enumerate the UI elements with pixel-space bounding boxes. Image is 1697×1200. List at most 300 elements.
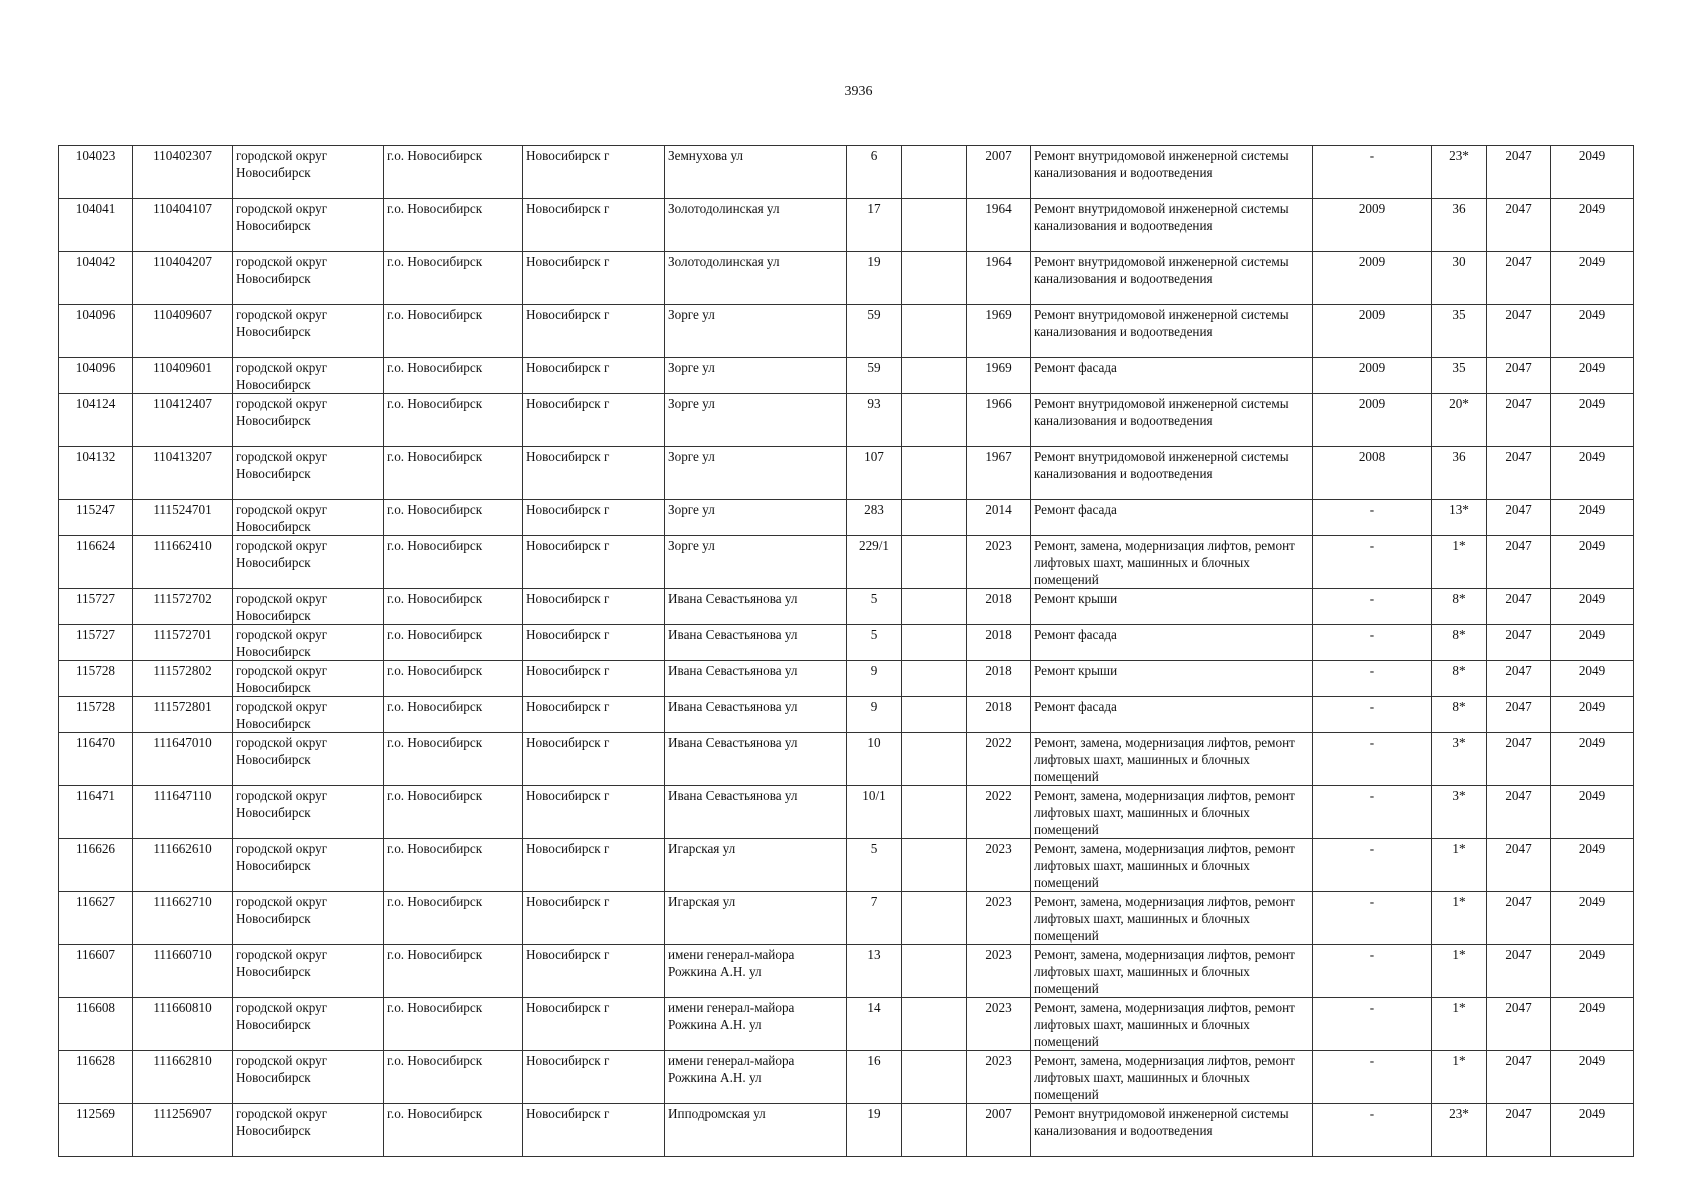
cell-building: [902, 733, 967, 786]
cell-last-repair: -: [1313, 786, 1432, 839]
cell-district: г.о. Новосибирск: [384, 892, 523, 945]
cell-year-built: 2014: [967, 500, 1031, 536]
cell-plan-start: 2047: [1487, 998, 1551, 1051]
cell-work-type: Ремонт фасада: [1031, 697, 1313, 733]
cell-wear: 3*: [1432, 733, 1487, 786]
cell-house: 283: [847, 500, 902, 536]
cell-wear: 8*: [1432, 625, 1487, 661]
cell-last-repair: 2009: [1313, 252, 1432, 305]
cell-settlement: Новосибирск г: [523, 661, 665, 697]
cell-record-id: 104096: [59, 305, 133, 358]
cell-house: 229/1: [847, 536, 902, 589]
cell-plan-start: 2047: [1487, 536, 1551, 589]
cell-wear: 1*: [1432, 1051, 1487, 1104]
cell-record-id: 116608: [59, 998, 133, 1051]
cell-record-id: 115728: [59, 661, 133, 697]
cell-street: Зорге ул: [665, 536, 847, 589]
cell-last-repair: -: [1313, 1104, 1432, 1157]
cell-last-repair: -: [1313, 625, 1432, 661]
cell-settlement: Новосибирск г: [523, 146, 665, 199]
cell-last-repair: 2009: [1313, 305, 1432, 358]
cell-plan-start: 2047: [1487, 625, 1551, 661]
cell-street: Ивана Севастьянова ул: [665, 786, 847, 839]
cell-house: 5: [847, 839, 902, 892]
cell-building: [902, 839, 967, 892]
cell-settlement: Новосибирск г: [523, 625, 665, 661]
cell-record-id: 104096: [59, 358, 133, 394]
cell-plan-start: 2047: [1487, 1104, 1551, 1157]
cell-last-repair: -: [1313, 945, 1432, 998]
cell-district: г.о. Новосибирск: [384, 146, 523, 199]
cell-year-built: 1964: [967, 252, 1031, 305]
cell-building: [902, 892, 967, 945]
cell-municipality: городской округ Новосибирск: [233, 146, 384, 199]
cell-object-code: 111572801: [133, 697, 233, 733]
cell-house: 9: [847, 697, 902, 733]
cell-object-code: 111647010: [133, 733, 233, 786]
cell-record-id: 116471: [59, 786, 133, 839]
cell-street: имени генерал-майора Рожкина А.Н. ул: [665, 945, 847, 998]
cell-year-built: 2023: [967, 839, 1031, 892]
cell-plan-start: 2047: [1487, 697, 1551, 733]
cell-municipality: городской округ Новосибирск: [233, 733, 384, 786]
cell-work-type: Ремонт крыши: [1031, 589, 1313, 625]
cell-settlement: Новосибирск г: [523, 697, 665, 733]
cell-plan-end: 2049: [1551, 1051, 1634, 1104]
cell-municipality: городской округ Новосибирск: [233, 305, 384, 358]
table-row: [59, 697, 1634, 733]
cell-work-type: Ремонт, замена, модернизация лифтов, ремонт лифтовых шахт, машинных и блочных помещений: [1031, 786, 1313, 839]
cell-municipality: городской округ Новосибирск: [233, 839, 384, 892]
cell-municipality: городской округ Новосибирск: [233, 536, 384, 589]
cell-work-type: Ремонт, замена, модернизация лифтов, ремонт лифтовых шахт, машинных и блочных помещений: [1031, 536, 1313, 589]
cell-plan-end: 2049: [1551, 945, 1634, 998]
cell-building: [902, 358, 967, 394]
cell-settlement: Новосибирск г: [523, 394, 665, 447]
cell-plan-end: 2049: [1551, 697, 1634, 733]
cell-plan-end: 2049: [1551, 146, 1634, 199]
cell-plan-start: 2047: [1487, 786, 1551, 839]
cell-district: г.о. Новосибирск: [384, 945, 523, 998]
cell-plan-end: 2049: [1551, 252, 1634, 305]
cell-district: г.о. Новосибирск: [384, 786, 523, 839]
cell-last-repair: -: [1313, 733, 1432, 786]
cell-object-code: 111572802: [133, 661, 233, 697]
cell-building: [902, 305, 967, 358]
cell-street: Ипподромская ул: [665, 1104, 847, 1157]
cell-district: г.о. Новосибирск: [384, 199, 523, 252]
cell-district: г.о. Новосибирск: [384, 1051, 523, 1104]
cell-plan-end: 2049: [1551, 589, 1634, 625]
cell-street: имени генерал-майора Рожкина А.Н. ул: [665, 1051, 847, 1104]
table-row: [59, 1104, 1634, 1157]
cell-object-code: 111662410: [133, 536, 233, 589]
cell-house: 19: [847, 252, 902, 305]
cell-year-built: 1969: [967, 358, 1031, 394]
cell-street: Золотодолинская ул: [665, 199, 847, 252]
cell-plan-end: 2049: [1551, 447, 1634, 500]
cell-plan-start: 2047: [1487, 839, 1551, 892]
cell-house: 7: [847, 892, 902, 945]
cell-object-code: 111572702: [133, 589, 233, 625]
cell-house: 10: [847, 733, 902, 786]
cell-street: Земнухова ул: [665, 146, 847, 199]
cell-wear: 36: [1432, 199, 1487, 252]
cell-municipality: городской округ Новосибирск: [233, 358, 384, 394]
cell-building: [902, 998, 967, 1051]
cell-building: [902, 945, 967, 998]
cell-street: Ивана Севастьянова ул: [665, 697, 847, 733]
cell-building: [902, 661, 967, 697]
cell-plan-end: 2049: [1551, 536, 1634, 589]
cell-district: г.о. Новосибирск: [384, 625, 523, 661]
cell-municipality: городской округ Новосибирск: [233, 998, 384, 1051]
cell-settlement: Новосибирск г: [523, 305, 665, 358]
cell-record-id: 115728: [59, 697, 133, 733]
table-row: [59, 146, 1634, 199]
cell-work-type: Ремонт фасада: [1031, 358, 1313, 394]
cell-plan-start: 2047: [1487, 447, 1551, 500]
cell-object-code: 111256907: [133, 1104, 233, 1157]
cell-district: г.о. Новосибирск: [384, 697, 523, 733]
cell-year-built: 2023: [967, 945, 1031, 998]
cell-object-code: 111572701: [133, 625, 233, 661]
cell-street: Зорге ул: [665, 305, 847, 358]
cell-last-repair: -: [1313, 839, 1432, 892]
cell-year-built: 2018: [967, 589, 1031, 625]
cell-house: 93: [847, 394, 902, 447]
cell-last-repair: 2009: [1313, 394, 1432, 447]
cell-last-repair: 2009: [1313, 199, 1432, 252]
cell-last-repair: -: [1313, 661, 1432, 697]
table-row: [59, 625, 1634, 661]
page-number: 3936: [844, 84, 873, 99]
cell-district: г.о. Новосибирск: [384, 733, 523, 786]
cell-wear: 1*: [1432, 892, 1487, 945]
cell-plan-start: 2047: [1487, 199, 1551, 252]
table-row: [59, 661, 1634, 697]
cell-plan-end: 2049: [1551, 786, 1634, 839]
cell-house: 19: [847, 1104, 902, 1157]
cell-wear: 13*: [1432, 500, 1487, 536]
cell-building: [902, 199, 967, 252]
cell-district: г.о. Новосибирск: [384, 447, 523, 500]
cell-plan-end: 2049: [1551, 1104, 1634, 1157]
cell-object-code: 110404107: [133, 199, 233, 252]
cell-year-built: 2023: [967, 536, 1031, 589]
cell-settlement: Новосибирск г: [523, 892, 665, 945]
cell-object-code: 111662710: [133, 892, 233, 945]
cell-work-type: Ремонт, замена, модернизация лифтов, ремонт лифтовых шахт, машинных и блочных помещений: [1031, 1051, 1313, 1104]
cell-district: г.о. Новосибирск: [384, 394, 523, 447]
cell-object-code: 110412407: [133, 394, 233, 447]
cell-record-id: 116626: [59, 839, 133, 892]
cell-work-type: Ремонт, замена, модернизация лифтов, ремонт лифтовых шахт, машинных и блочных помещений: [1031, 945, 1313, 998]
cell-year-built: 2023: [967, 1051, 1031, 1104]
cell-record-id: 104023: [59, 146, 133, 199]
cell-last-repair: -: [1313, 500, 1432, 536]
cell-building: [902, 589, 967, 625]
cell-building: [902, 252, 967, 305]
cell-record-id: 116628: [59, 1051, 133, 1104]
cell-settlement: Новосибирск г: [523, 447, 665, 500]
cell-street: имени генерал-майора Рожкина А.Н. ул: [665, 998, 847, 1051]
cell-last-repair: -: [1313, 697, 1432, 733]
cell-house: 14: [847, 998, 902, 1051]
cell-wear: 23*: [1432, 1104, 1487, 1157]
cell-plan-end: 2049: [1551, 839, 1634, 892]
cell-house: 5: [847, 589, 902, 625]
cell-plan-start: 2047: [1487, 661, 1551, 697]
cell-street: Ивана Севастьянова ул: [665, 733, 847, 786]
cell-last-repair: -: [1313, 998, 1432, 1051]
cell-wear: 1*: [1432, 945, 1487, 998]
cell-year-built: 2018: [967, 625, 1031, 661]
cell-settlement: Новосибирск г: [523, 1051, 665, 1104]
cell-district: г.о. Новосибирск: [384, 536, 523, 589]
cell-year-built: 2018: [967, 661, 1031, 697]
cell-work-type: Ремонт внутридомовой инженерной системы канализования и водоотведения: [1031, 146, 1313, 199]
cell-work-type: Ремонт фасада: [1031, 625, 1313, 661]
cell-last-repair: -: [1313, 892, 1432, 945]
cell-record-id: 116470: [59, 733, 133, 786]
cell-year-built: 2023: [967, 998, 1031, 1051]
cell-district: г.о. Новосибирск: [384, 589, 523, 625]
cell-wear: 36: [1432, 447, 1487, 500]
cell-plan-start: 2047: [1487, 358, 1551, 394]
cell-wear: 8*: [1432, 589, 1487, 625]
cell-house: 17: [847, 199, 902, 252]
cell-municipality: городской округ Новосибирск: [233, 945, 384, 998]
cell-plan-end: 2049: [1551, 500, 1634, 536]
cell-settlement: Новосибирск г: [523, 252, 665, 305]
cell-house: 107: [847, 447, 902, 500]
cell-house: 6: [847, 146, 902, 199]
cell-plan-start: 2047: [1487, 1051, 1551, 1104]
cell-wear: 1*: [1432, 839, 1487, 892]
cell-municipality: городской округ Новосибирск: [233, 500, 384, 536]
cell-settlement: Новосибирск г: [523, 500, 665, 536]
table-row: [59, 199, 1634, 252]
cell-object-code: 111524701: [133, 500, 233, 536]
cell-building: [902, 146, 967, 199]
cell-district: г.о. Новосибирск: [384, 358, 523, 394]
cell-municipality: городской округ Новосибирск: [233, 1104, 384, 1157]
cell-building: [902, 536, 967, 589]
cell-wear: 20*: [1432, 394, 1487, 447]
cell-wear: 35: [1432, 305, 1487, 358]
cell-district: г.о. Новосибирск: [384, 252, 523, 305]
cell-work-type: Ремонт внутридомовой инженерной системы канализования и водоотведения: [1031, 199, 1313, 252]
cell-work-type: Ремонт, замена, модернизация лифтов, ремонт лифтовых шахт, машинных и блочных помещений: [1031, 839, 1313, 892]
cell-district: г.о. Новосибирск: [384, 998, 523, 1051]
table-row: [59, 892, 1634, 945]
cell-plan-end: 2049: [1551, 199, 1634, 252]
cell-object-code: 110409601: [133, 358, 233, 394]
cell-last-repair: -: [1313, 589, 1432, 625]
cell-wear: 8*: [1432, 697, 1487, 733]
cell-municipality: городской округ Новосибирск: [233, 394, 384, 447]
cell-record-id: 115247: [59, 500, 133, 536]
cell-house: 59: [847, 358, 902, 394]
cell-year-built: 1967: [967, 447, 1031, 500]
cell-district: г.о. Новосибирск: [384, 500, 523, 536]
cell-last-repair: 2008: [1313, 447, 1432, 500]
cell-wear: 8*: [1432, 661, 1487, 697]
cell-work-type: Ремонт внутридомовой инженерной системы канализования и водоотведения: [1031, 1104, 1313, 1157]
register-body: [59, 146, 1634, 1157]
cell-municipality: городской округ Новосибирск: [233, 589, 384, 625]
cell-building: [902, 625, 967, 661]
cell-settlement: Новосибирск г: [523, 589, 665, 625]
cell-municipality: городской округ Новосибирск: [233, 786, 384, 839]
cell-building: [902, 447, 967, 500]
cell-work-type: Ремонт, замена, модернизация лифтов, ремонт лифтовых шахт, машинных и блочных помещений: [1031, 998, 1313, 1051]
table-row: [59, 252, 1634, 305]
cell-work-type: Ремонт внутридомовой инженерной системы канализования и водоотведения: [1031, 447, 1313, 500]
cell-settlement: Новосибирск г: [523, 839, 665, 892]
cell-record-id: 104042: [59, 252, 133, 305]
cell-building: [902, 786, 967, 839]
table-row: [59, 1051, 1634, 1104]
cell-year-built: 2022: [967, 786, 1031, 839]
cell-building: [902, 1051, 967, 1104]
cell-house: 16: [847, 1051, 902, 1104]
cell-building: [902, 394, 967, 447]
table-row: [59, 786, 1634, 839]
cell-building: [902, 500, 967, 536]
cell-street: Зорге ул: [665, 447, 847, 500]
cell-building: [902, 697, 967, 733]
cell-district: г.о. Новосибирск: [384, 839, 523, 892]
table-row: [59, 447, 1634, 500]
cell-year-built: 1969: [967, 305, 1031, 358]
cell-street: Игарская ул: [665, 839, 847, 892]
cell-plan-start: 2047: [1487, 945, 1551, 998]
cell-record-id: 115727: [59, 589, 133, 625]
cell-wear: 3*: [1432, 786, 1487, 839]
cell-wear: 23*: [1432, 146, 1487, 199]
cell-house: 13: [847, 945, 902, 998]
cell-wear: 30: [1432, 252, 1487, 305]
cell-work-type: Ремонт крыши: [1031, 661, 1313, 697]
cell-plan-end: 2049: [1551, 733, 1634, 786]
cell-record-id: 104041: [59, 199, 133, 252]
table-row: [59, 394, 1634, 447]
cell-plan-end: 2049: [1551, 625, 1634, 661]
cell-record-id: 116607: [59, 945, 133, 998]
cell-plan-start: 2047: [1487, 146, 1551, 199]
cell-municipality: городской округ Новосибирск: [233, 252, 384, 305]
cell-record-id: 112569: [59, 1104, 133, 1157]
table-row: [59, 536, 1634, 589]
cell-street: Золотодолинская ул: [665, 252, 847, 305]
cell-street: Зорге ул: [665, 394, 847, 447]
cell-last-repair: -: [1313, 146, 1432, 199]
cell-plan-start: 2047: [1487, 500, 1551, 536]
cell-year-built: 1964: [967, 199, 1031, 252]
cell-work-type: Ремонт фасада: [1031, 500, 1313, 536]
cell-district: г.о. Новосибирск: [384, 1104, 523, 1157]
cell-house: 5: [847, 625, 902, 661]
cell-year-built: 2007: [967, 146, 1031, 199]
cell-settlement: Новосибирск г: [523, 945, 665, 998]
cell-street: Зорге ул: [665, 500, 847, 536]
cell-street: Игарская ул: [665, 892, 847, 945]
cell-object-code: 111660710: [133, 945, 233, 998]
table-row: [59, 358, 1634, 394]
cell-record-id: 115727: [59, 625, 133, 661]
cell-record-id: 104124: [59, 394, 133, 447]
cell-municipality: городской округ Новосибирск: [233, 447, 384, 500]
table-row: [59, 839, 1634, 892]
cell-work-type: Ремонт, замена, модернизация лифтов, ремонт лифтовых шахт, машинных и блочных помещений: [1031, 892, 1313, 945]
cell-settlement: Новосибирск г: [523, 1104, 665, 1157]
table-row: [59, 500, 1634, 536]
cell-year-built: 2022: [967, 733, 1031, 786]
cell-plan-start: 2047: [1487, 394, 1551, 447]
cell-street: Ивана Севастьянова ул: [665, 661, 847, 697]
table-row: [59, 945, 1634, 998]
cell-last-repair: -: [1313, 536, 1432, 589]
cell-house: 9: [847, 661, 902, 697]
cell-municipality: городской округ Новосибирск: [233, 199, 384, 252]
table-row: [59, 305, 1634, 358]
cell-municipality: городской округ Новосибирск: [233, 892, 384, 945]
cell-wear: 1*: [1432, 536, 1487, 589]
cell-plan-start: 2047: [1487, 733, 1551, 786]
cell-street: Ивана Севастьянова ул: [665, 589, 847, 625]
cell-municipality: городской округ Новосибирск: [233, 661, 384, 697]
cell-municipality: городской округ Новосибирск: [233, 697, 384, 733]
cell-last-repair: -: [1313, 1051, 1432, 1104]
cell-settlement: Новосибирск г: [523, 733, 665, 786]
cell-record-id: 104132: [59, 447, 133, 500]
cell-record-id: 116624: [59, 536, 133, 589]
cell-plan-start: 2047: [1487, 589, 1551, 625]
cell-object-code: 111660810: [133, 998, 233, 1051]
cell-plan-start: 2047: [1487, 305, 1551, 358]
cell-wear: 35: [1432, 358, 1487, 394]
cell-plan-end: 2049: [1551, 305, 1634, 358]
cell-house: 10/1: [847, 786, 902, 839]
cell-work-type: Ремонт, замена, модернизация лифтов, ремонт лифтовых шахт, машинных и блочных помещений: [1031, 733, 1313, 786]
cell-object-code: 110404207: [133, 252, 233, 305]
cell-object-code: 111662810: [133, 1051, 233, 1104]
cell-plan-end: 2049: [1551, 892, 1634, 945]
cell-year-built: 2023: [967, 892, 1031, 945]
cell-settlement: Новосибирск г: [523, 998, 665, 1051]
cell-object-code: 110413207: [133, 447, 233, 500]
cell-plan-end: 2049: [1551, 661, 1634, 697]
cell-settlement: Новосибирск г: [523, 536, 665, 589]
cell-street: Зорге ул: [665, 358, 847, 394]
table-row: [59, 998, 1634, 1051]
cell-work-type: Ремонт внутридомовой инженерной системы канализования и водоотведения: [1031, 252, 1313, 305]
cell-work-type: Ремонт внутридомовой инженерной системы канализования и водоотведения: [1031, 305, 1313, 358]
cell-object-code: 110409607: [133, 305, 233, 358]
cell-year-built: 2007: [967, 1104, 1031, 1157]
cell-plan-start: 2047: [1487, 892, 1551, 945]
cell-last-repair: 2009: [1313, 358, 1432, 394]
cell-object-code: 110402307: [133, 146, 233, 199]
table-row: [59, 589, 1634, 625]
cell-object-code: 111662610: [133, 839, 233, 892]
cell-street: Ивана Севастьянова ул: [665, 625, 847, 661]
cell-settlement: Новосибирск г: [523, 199, 665, 252]
cell-settlement: Новосибирск г: [523, 786, 665, 839]
cell-plan-end: 2049: [1551, 358, 1634, 394]
